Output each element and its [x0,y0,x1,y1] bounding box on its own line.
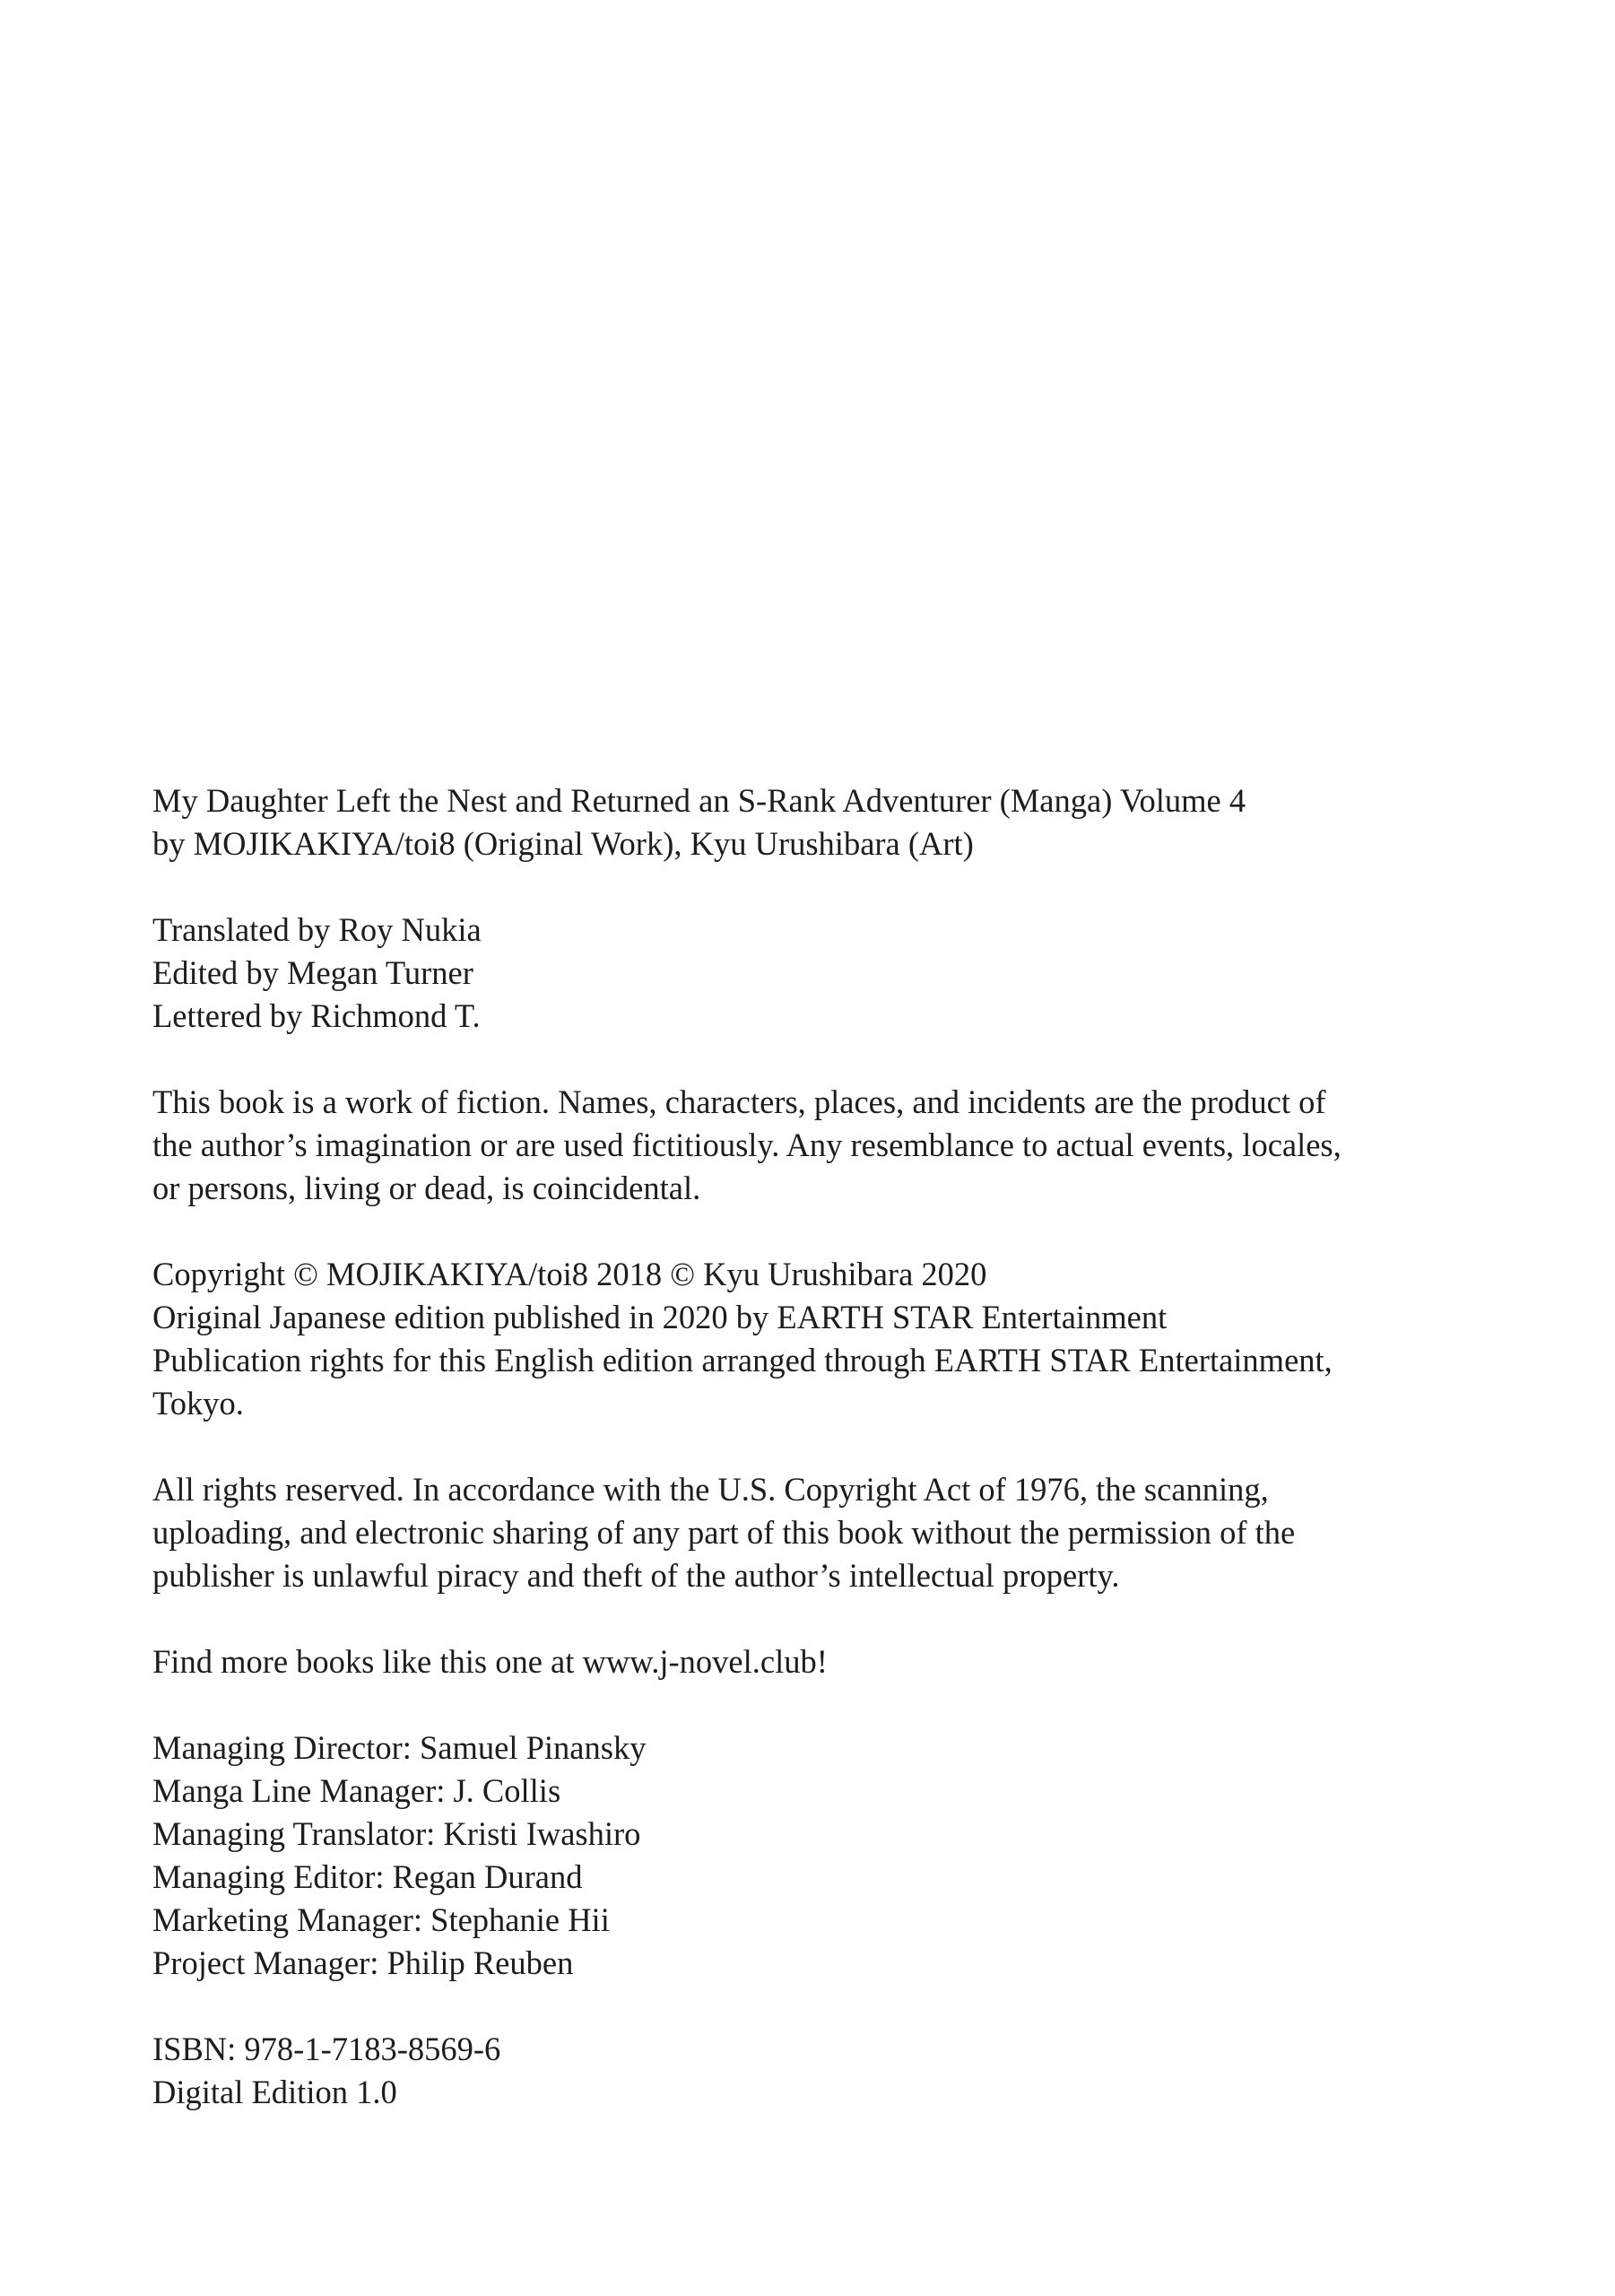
staff-list [152,1726,1471,1985]
copyright-line: Publication rights for this English edition arranged through EARTH STAR Entertainment, [152,1342,1333,1378]
staff-line: Marketing Manager: Stephanie Hii [152,1901,610,1938]
book-title: My Daughter Left the Nest and Returned an S-Rank Adventurer (Manga) Volume 4 [152,782,1246,819]
digital-edition: Digital Edition 1.0 [152,2074,397,2110]
rights-notice [152,1468,1471,1597]
copyright-line: Copyright © MOJIKAKIYA/toi8 2018 © Kyu Urushibara 2020 [152,1256,987,1292]
copyright-notice [152,1253,1471,1425]
fiction-disclaimer [152,1081,1471,1210]
credits-block [152,909,1471,1038]
rights-line: publisher is unlawful piracy and theft of the author’s intellectual property. [152,1557,1120,1594]
staff-line: Project Manager: Philip Reuben [152,1944,574,1981]
promo-text: Find more books like this one at www.j-novel.club! [152,1643,828,1680]
rights-line: uploading, and electronic sharing of any part of this book without the permission of the [152,1514,1296,1551]
book-byline: by MOJIKAKIYA/toi8 (Original Work), Kyu Urushibara (Art) [152,825,974,862]
edition-block [152,2028,1471,2114]
disclaimer-line: This book is a work of fiction. Names, characters, places, and incidents are the product of [152,1083,1326,1120]
staff-line: Managing Translator: Kristi Iwashiro [152,1815,641,1852]
isbn: ISBN: 978-1-7183-8569-6 [152,2031,501,2067]
disclaimer-line: or persons, living or dead, is coincidental. [152,1170,701,1206]
copyright-text-column [152,779,1471,2114]
staff-line: Managing Editor: Regan Durand [152,1858,583,1895]
promo-block [152,1640,1471,1683]
translator-credit: Translated by Roy Nukia [152,911,482,948]
title-block [152,779,1471,865]
editor-credit: Edited by Megan Turner [152,954,473,991]
letterer-credit: Lettered by Richmond T. [152,997,481,1034]
disclaimer-line: the author’s imagination or are used fictitiously. Any resemblance to actual events, locales, [152,1126,1341,1163]
staff-line: Manga Line Manager: J. Collis [152,1772,561,1809]
staff-line: Managing Director: Samuel Pinansky [152,1729,647,1766]
copyright-line: Original Japanese edition published in 2020 by EARTH STAR Entertainment [152,1299,1168,1335]
rights-line: All rights reserved. In accordance with the U.S. Copyright Act of 1976, the scanning, [152,1471,1269,1508]
copyright-line: Tokyo. [152,1385,244,1422]
